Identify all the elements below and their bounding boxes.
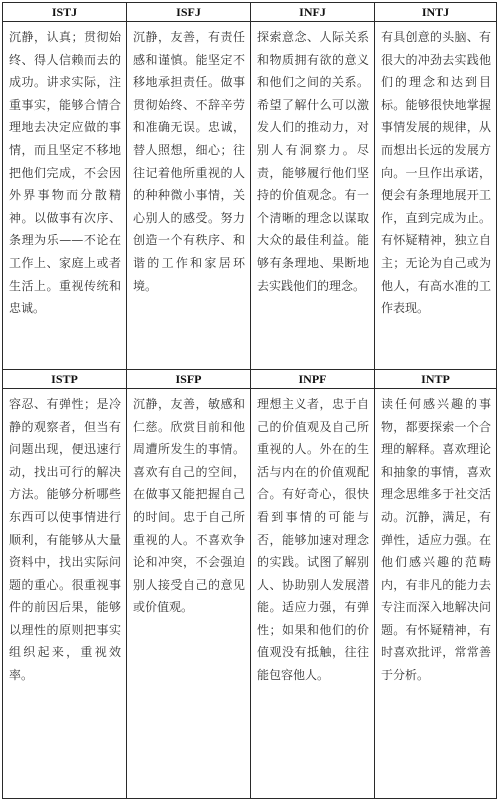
type-description-intj: 有具创意的头脑、有很大的冲劲去实践他们的理念和达到目标。能够很快地掌握事情发展的规律，从而想出长远的发展方向。一旦作出承诺，便会有条理地展开工作，直到完成为止。有怀疑精神，独立自主；无论为自己或为他人，有高水准的工作表现。 — [381, 30, 491, 316]
type-description-istp: 容忍、有弹性；是冷静的观察者，但当有问题出现，便迅速行动，找出可行的解决方法。能够分析哪些东西可以使事情进行顺利，有能够从大量资料中，找出实际问题的重心。很重视事件的前因后果，能够以理性的原则把事实组织起来，重视效率。 — [9, 396, 121, 683]
type-header-infj: INFJ — [251, 3, 375, 22]
type-cell-isfj — [127, 22, 251, 370]
type-cell-istp — [3, 388, 127, 798]
description-row-top — [3, 22, 497, 370]
type-description-istj: 沉静，认真；贯彻始终、得人信赖而去的成功。讲求实际，注重事实，能够合情合理地去决定应做的事情，而且坚定不移地把他们完成，不会因外界事物而分散精神。以做事有次序、条理为乐——不论在工作上、家庭上或者生活上。重视传统和忠诚。 — [9, 30, 121, 316]
mbti-personality-table-page — [2, 2, 496, 799]
type-cell-intp — [375, 388, 497, 798]
type-header-istj: ISTJ — [3, 3, 127, 22]
type-description-isfj: 沉静，友善，有责任感和谨慎。能坚定不移地承担责任。做事贯彻始终、不辞辛劳和准确无误。忠诚，替人照想，细心；往往记着他所重视的人的种种微小事情，关心别人的感受。努力创造一个有秩序、和谐的工作和家居环境。 — [133, 30, 245, 293]
type-cell-isfp — [127, 388, 251, 798]
type-header-isfj: ISFJ — [127, 3, 251, 22]
type-cell-istj — [3, 22, 127, 370]
type-description-intp: 读任何感兴趣的事物，都要探索一个合理的解释。喜欢理论和抽象的事情，喜欢理念思维多于社交活动。沉静，满足，有弹性，适应力强。在他们感兴趣的范畴内，有非凡的能力去专注而深入地解决问题。有怀疑精神，有时喜欢批评，常常善于分析。 — [381, 396, 491, 683]
description-row-bottom — [3, 388, 497, 798]
header-row-bottom — [3, 369, 497, 388]
type-cell-inpf — [251, 388, 375, 798]
type-description-isfp: 沉静，友善，敏感和仁慈。欣赏目前和他周遭所发生的事情。喜欢有自己的空间，在做事又能把握自己的时间。忠于自己所重视的人。不喜欢争论和冲突，不会强迫别人接受自己的意见或价值观。 — [133, 396, 245, 615]
type-header-istp: ISTP — [3, 369, 127, 388]
type-description-inpf: 理想主义者，忠于自己的价值观及自己所重视的人。外在的生活与内在的价值观配合。有好奇心，很快看到事情的可能与否，能够加速对理念的实践。试图了解别人、协助别人发展潜能。适应力强，有弹性；如果和他们的价值观没有抵触，往往能包容他人。 — [257, 396, 369, 683]
type-header-intj: INTJ — [375, 3, 497, 22]
mbti-personality-table — [2, 2, 497, 799]
header-row-top — [3, 3, 497, 22]
type-description-infj: 探索意念、人际关系和物质拥有欲的意义和他们之间的关系。希望了解什么可以激发人们的推动力，对别人有洞察力。尽责，能够履行他们坚持的价值观念。有一个清晰的理念以谋取大众的最佳利益。能够有条理地、果断地去实践他们的理念。 — [257, 30, 369, 293]
type-cell-infj — [251, 22, 375, 370]
type-header-isfp: ISFP — [127, 369, 251, 388]
type-cell-intj — [375, 22, 497, 370]
type-header-intp: INTP — [375, 369, 497, 388]
type-header-inpf: INPF — [251, 369, 375, 388]
